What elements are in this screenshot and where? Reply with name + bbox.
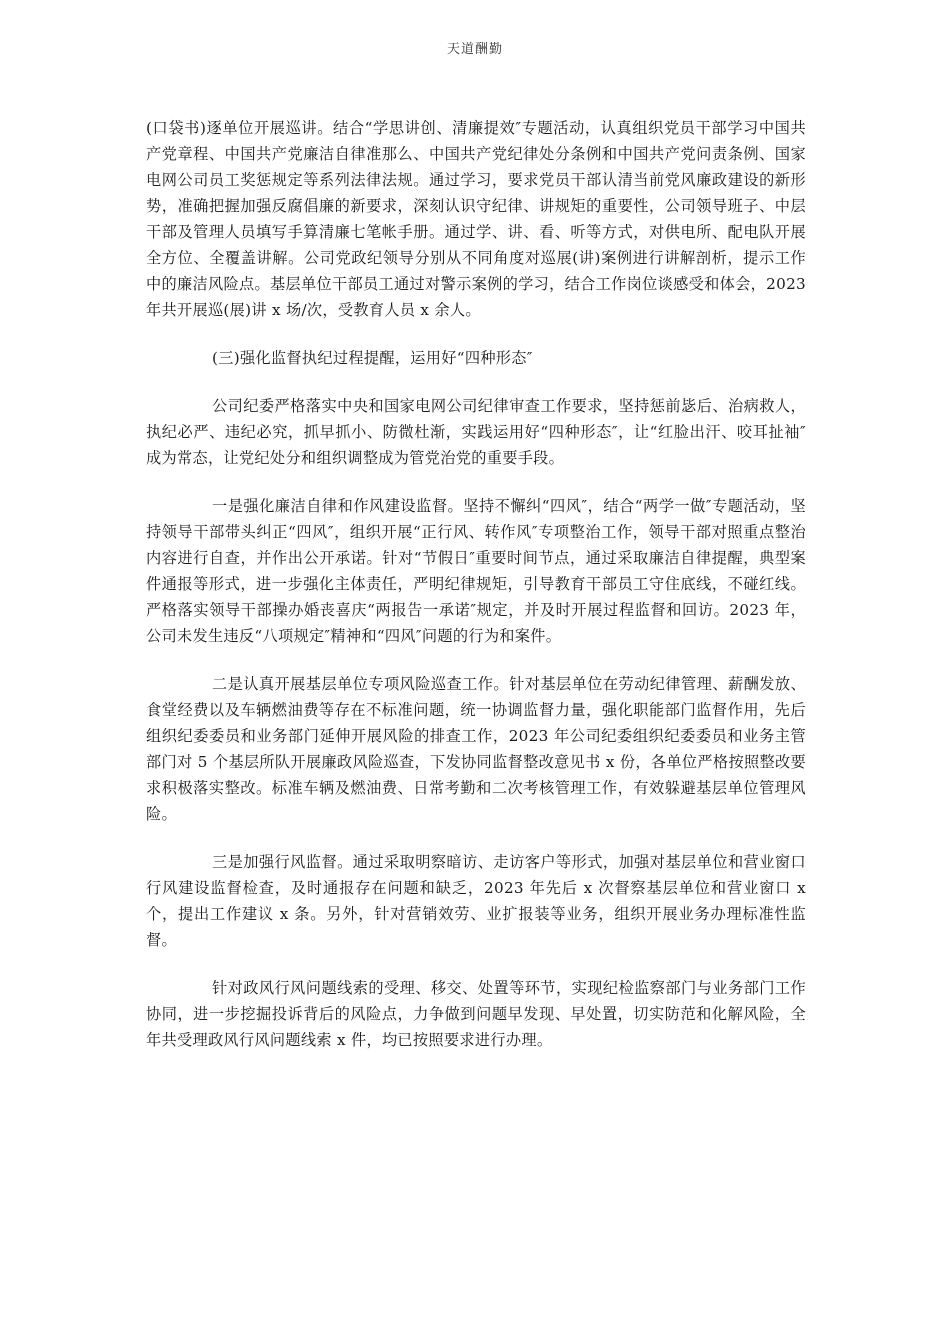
paragraph-3: 一是强化廉洁自律和作风建设监督。坚持不懈纠“四风″，结合“两学一做″专题活动，坚持领导干部带头纠正“四风″，组织开展“正行风、转作风″专项整治工作，领导干部对照重点整治内容进行自查，并作出公开承诺。针对“节假日″重要时间节点，通过采取廉洁自律提醒，典型案件通报等形式，进一步强化主体责任，严明纪律规矩，引导教育干部员工守住底线，不碰红线。严格落实领导干部操办婚丧喜庆“两报告一承诺″规定，并及时开展过程监督和回访。2023 年，公司未发生违反“八项规定″精神和“四风″问题的行为和案件。 — [146, 497, 806, 645]
section-heading: (三)强化监督执纪过程提醒，运用好“四种形态″ — [212, 349, 533, 367]
page-header: 天道酬勤 — [446, 42, 503, 57]
paragraph-4: 二是认真开展基层单位专项风险巡查工作。针对基层单位在劳动纪律管理、薪酬发放、食堂经费以及车辆燃油费等存在不标准问题，统一协调监督力量，强化职能部门监督作用，先后组织纪委委员和业务部门延伸开展风险的排查工作，2023 年公司纪委组织纪委委员和业务主管部门对 5 个基层所队开展廉政风险巡查，下发协同监督整改意见书 x 份，各单位严格按照整改要求积极落实整改。标准车辆及燃油费、日常考勤和二次考核管理工作，有效躲避基层单位管理风险。 — [146, 675, 806, 823]
document-body — [146, 115, 806, 1075]
paragraph-2: 公司纪委严格落实中央和国家电网公司纪律审查工作要求，坚持惩前毖后、治病救人，执纪必严、违纪必究，抓早抓小、防微杜渐，实践运用好“四种形态″，让“红脸出汗、咬耳扯袖″成为常态，让党纪处分和组织调整成为管党治党的重要手段。 — [146, 397, 806, 467]
paragraph-5: 三是加强行风监督。通过采取明察暗访、走访客户等形式，加强对基层单位和营业窗口行风建设监督检查，及时通报存在问题和缺乏，2023 年先后 x 次督察基层单位和营业窗口 x 个，提出工作建议 x 条。另外，针对营销效劳、业扩报装等业务，组织开展业务办理标准性监督。 — [146, 853, 806, 949]
paragraph-6: 针对政风行风问题线索的受理、移交、处置等环节，实现纪检监察部门与业务部门工作协同，进一步挖掘投诉背后的风险点，力争做到问题早发现、早处置，切实防范和化解风险，全年共受理政风行风问题线索 x 件，均已按照要求进行办理。 — [146, 979, 806, 1049]
paragraph-1: (口袋书)逐单位开展巡讲。结合“学思讲创、清廉提效″专题活动，认真组织党员干部学习中国共产党章程、中国共产党廉洁自律准那么、中国共产党纪律处分条例和中国共产党问责条例、国家电网公司员工奖惩规定等系列法律法规。通过学习，要求党员干部认清当前党风廉政建设的新形势，准确把握加强反腐倡廉的新要求，深刻认识守纪律、讲规矩的重要性，公司领导班子、中层干部及管理人员填写手算清廉七笔帐手册。通过学、讲、看、听等方式，对供电所、配电队开展全方位、全覆盖讲解。公司党政纪领导分别从不同角度对巡展(讲)案例进行讲解剖析，提示工作中的廉洁风险点。基层单位干部员工通过对警示案例的学习，结合工作岗位谈感受和体会，2023 年共开展巡(展)讲 x 场/次，受教育人员 x 余人。 — [146, 119, 806, 319]
